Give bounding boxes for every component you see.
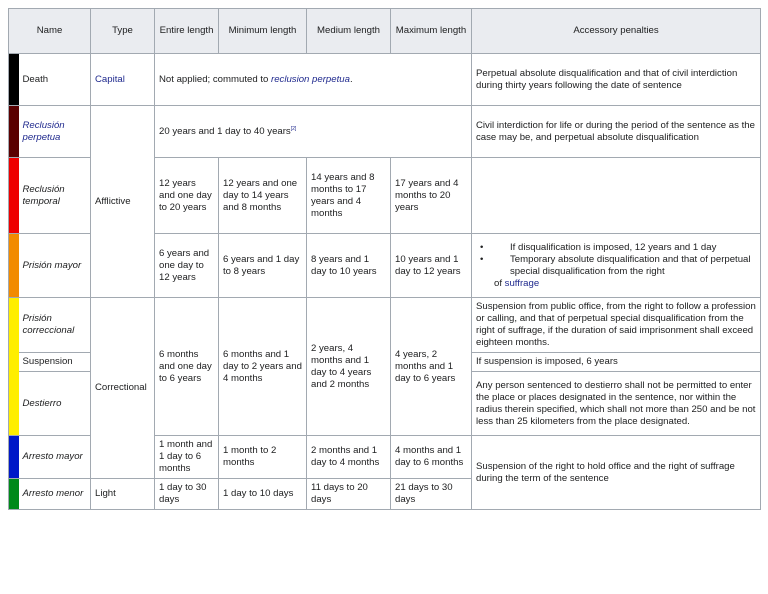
header-maximum-length[interactable]: Maximum length xyxy=(391,9,472,54)
reclusion-perpetua-entire-length xyxy=(155,106,472,158)
suffrage-prefix: of xyxy=(494,277,505,289)
table-row xyxy=(9,298,761,353)
suspension-accessory: If suspension is imposed, 6 years xyxy=(472,353,761,372)
color-swatch-reclusion-temporal xyxy=(9,158,19,234)
prision-mayor-minimum: 6 years and 1 day to 8 years xyxy=(219,234,307,298)
correccional-entire: 6 months and one day to 6 years xyxy=(155,298,219,436)
color-swatch-arresto-menor xyxy=(9,479,19,510)
reclusion-temporal-maximum: 17 years and 4 months to 20 years xyxy=(391,158,472,234)
prision-mayor-medium: 8 years and 1 day to 10 years xyxy=(307,234,391,298)
row-name-destierro: Destierro xyxy=(19,372,91,436)
destierro-accessory: Any person sentenced to destierro shall not be permitted to enter the place or places designated in the sentence, nor within the radius therein specified, which shall not more than 250 and be not less than 25 kilometers from the place designated. xyxy=(472,372,761,436)
row-name-arresto-menor: Arresto menor xyxy=(19,479,91,510)
reclusion-temporal-minimum: 12 years and one day to 14 years and 8 months xyxy=(219,158,307,234)
arresto-menor-medium: 11 days to 20 days xyxy=(307,479,391,510)
arresto-menor-minimum: 1 day to 10 days xyxy=(219,479,307,510)
header-accessory-penalties[interactable]: Accessory penalties xyxy=(472,9,761,54)
prision-mayor-maximum: 10 years and 1 day to 12 years xyxy=(391,234,472,298)
table-row xyxy=(9,54,761,106)
reclusion-temporal-entire: 12 years and one day to 20 years xyxy=(155,158,219,234)
table-row xyxy=(9,106,761,158)
correccional-medium: 2 years, 4 months and 1 day to 4 years and 2 months xyxy=(307,298,391,436)
type-light: Light xyxy=(91,479,155,510)
penalties-table xyxy=(8,8,761,510)
reclusion-perpetua-link[interactable]: reclusion perpetua xyxy=(271,73,350,85)
correccional-maximum: 4 years, 2 months and 1 day to 6 years xyxy=(391,298,472,436)
prision-mayor-accessory xyxy=(472,234,761,298)
row-name-reclusion-perpetua[interactable]: Reclusión perpetua xyxy=(19,106,91,158)
header-entire-length[interactable]: Entire length xyxy=(155,9,219,54)
accessory-continuation xyxy=(476,278,756,290)
header-medium-length[interactable]: Medium length xyxy=(307,9,391,54)
arresto-accessory: Suspension of the right to hold office and the right of suffrage during the term of the sentence xyxy=(472,436,761,510)
reclusion-temporal-accessory-empty xyxy=(472,158,761,234)
list-item: • Temporary absolute disqualification and that of perpetual special disqualification from the right xyxy=(476,254,756,278)
row-name-suspension: Suspension xyxy=(19,353,91,372)
header-type[interactable]: Type xyxy=(91,9,155,54)
prision-mayor-entire: 6 years and one day to 12 years xyxy=(155,234,219,298)
color-swatch-reclusion-perpetua xyxy=(9,106,19,158)
arresto-mayor-entire: 1 month and 1 day to 6 months xyxy=(155,436,219,479)
reclusion-temporal-medium: 14 years and 8 months to 17 years and 4 months xyxy=(307,158,391,234)
row-name-prision-correccional: Prisión correccional xyxy=(19,298,91,353)
accessory-bullet-list xyxy=(476,242,756,278)
color-swatch-arresto-mayor xyxy=(9,436,19,479)
color-swatch-prision-mayor xyxy=(9,234,19,298)
reclusion-perpetua-entire-text: 20 years and 1 day to 40 years xyxy=(159,125,291,137)
color-swatch-correccional xyxy=(9,298,19,436)
type-afflictive: Afflictive xyxy=(91,106,155,298)
row-name-death: Death xyxy=(19,54,91,106)
suffrage-link[interactable]: suffrage xyxy=(504,277,540,289)
death-entire-suffix: . xyxy=(349,73,353,85)
list-item: • If disqualification is imposed, 12 years and 1 day xyxy=(476,242,756,254)
header-minimum-length[interactable]: Minimum length xyxy=(219,9,307,54)
row-name-prision-mayor: Prisión mayor xyxy=(19,234,91,298)
arresto-menor-entire: 1 day to 30 days xyxy=(155,479,219,510)
header-name[interactable]: Name xyxy=(9,9,91,54)
footnote-2-link[interactable]: [2] xyxy=(290,125,297,132)
reclusion-perpetua-accessory: Civil interdiction for life or during the period of the sentence as the case may be, and perpetual absolute disqualification xyxy=(472,106,761,158)
arresto-mayor-maximum: 4 months and 1 day to 6 months xyxy=(391,436,472,479)
arresto-mayor-minimum: 1 month to 2 months xyxy=(219,436,307,479)
type-capital-link[interactable]: Capital xyxy=(91,54,155,106)
prision-correccional-accessory: Suspension from public office, from the right to follow a profession or calling, and that of perpetual special disqualification from the right of suffrage, if the duration of said imprisonment shall exceed eighteen months. xyxy=(472,298,761,353)
header-row xyxy=(9,9,761,54)
correccional-minimum: 6 months and 1 day to 2 years and 4 months xyxy=(219,298,307,436)
arresto-mayor-medium: 2 months and 1 day to 4 months xyxy=(307,436,391,479)
color-swatch-death xyxy=(9,54,19,106)
row-name-reclusion-temporal: Reclusión temporal xyxy=(19,158,91,234)
row-name-arresto-mayor: Arresto mayor xyxy=(19,436,91,479)
arresto-menor-maximum: 21 days to 30 days xyxy=(391,479,472,510)
death-accessory: Perpetual absolute disqualification and that of civil interdiction during thirty years following the date of sentence xyxy=(472,54,761,106)
death-entire-length xyxy=(155,54,472,106)
type-correctional: Correctional xyxy=(91,298,155,479)
death-entire-prefix: Not applied; commuted to xyxy=(159,73,271,85)
